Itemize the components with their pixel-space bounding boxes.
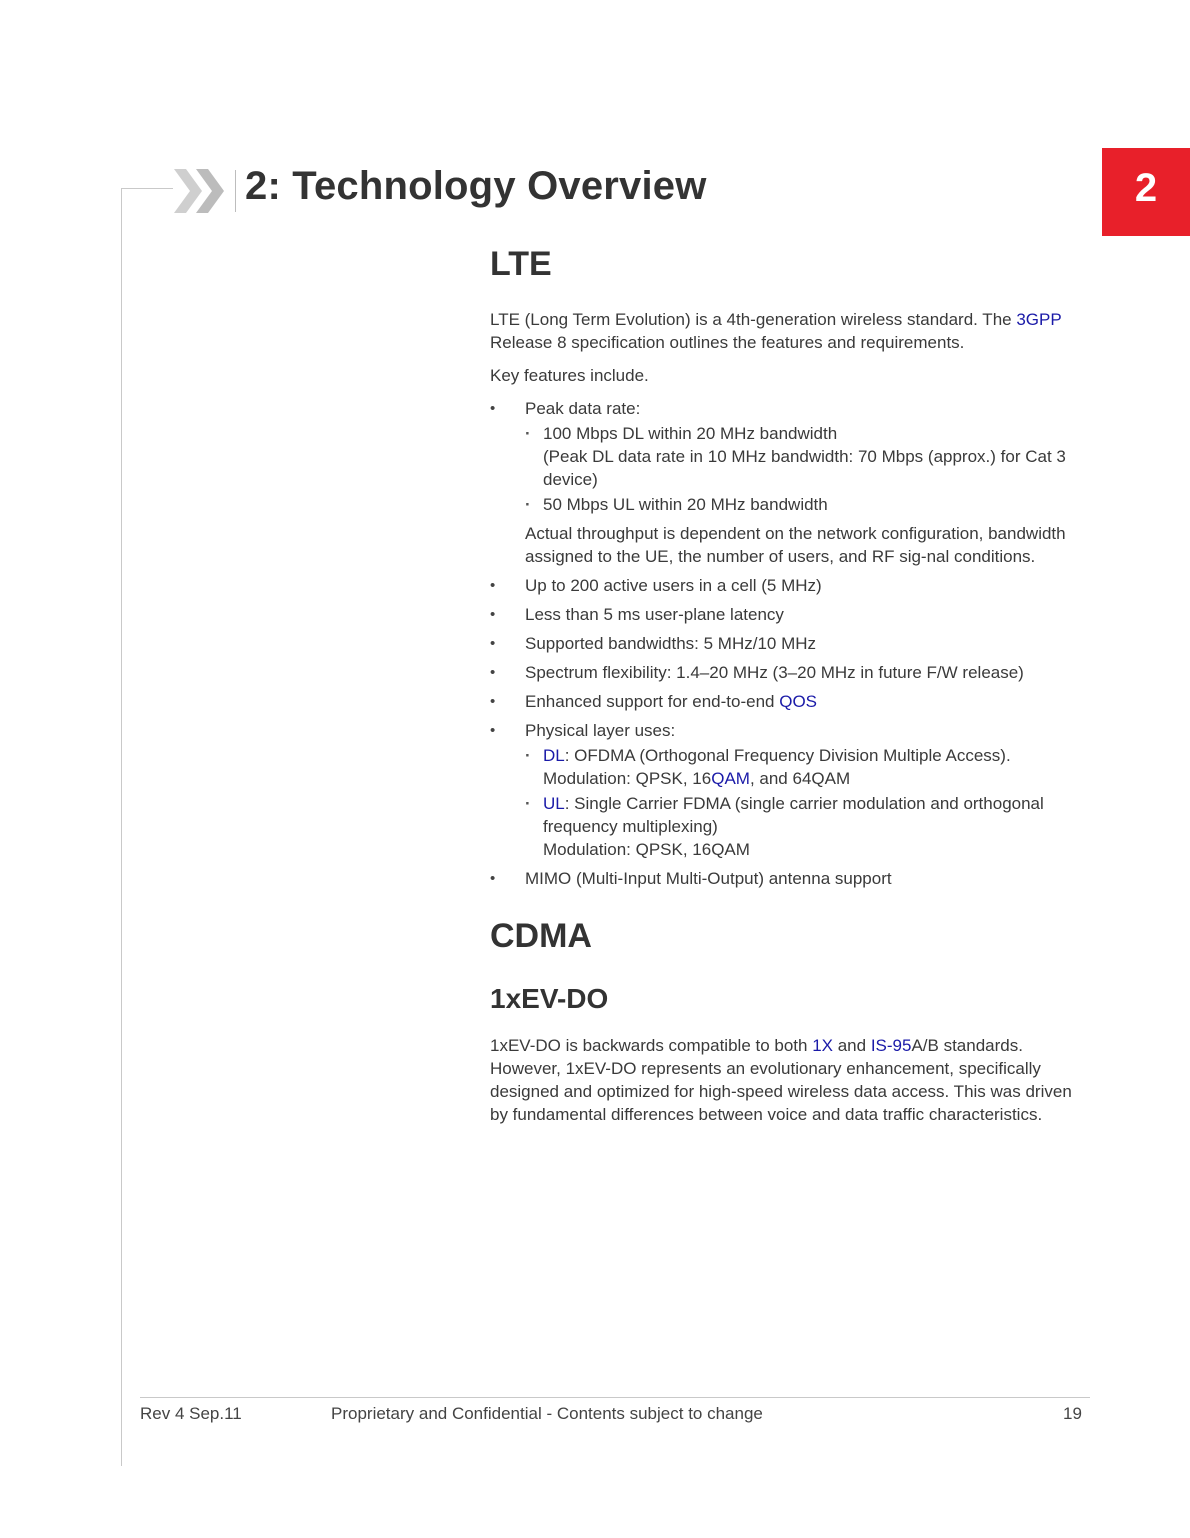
link-qos[interactable]: QOS (779, 692, 818, 711)
mimo-text: MIMO (Multi-Input Multi-Output) antenna support (525, 869, 892, 888)
bandwidths-text: Supported bandwidths: 5 MHz/10 MHz (525, 634, 817, 653)
feature-list (490, 397, 1090, 890)
list-item (525, 792, 1090, 861)
peak-dl-rate: · 100 Mbps DL within 20 MHz bandwidth (543, 424, 838, 443)
physical-layer-label: Physical layer uses: (525, 721, 676, 740)
footer-rule (140, 1397, 1090, 1398)
ul-modulation: Modulation: QPSK, 16QAM (543, 840, 750, 859)
peak-ul-rate: 50 Mbps UL within 20 MHz bandwidth (543, 495, 828, 514)
chevron-double-right-icon (172, 167, 228, 215)
dl-mod-text-rest: , and 64QAM (749, 769, 851, 788)
dl-text: : OFDMA (Orthogonal Frequency Division Multiple Access). (564, 746, 1011, 765)
link-ul[interactable]: UL (543, 794, 565, 813)
list-item (490, 719, 1090, 861)
list-item (490, 603, 1090, 626)
title-separator (235, 170, 236, 212)
key-features-label: Key features include. (490, 366, 649, 385)
ul-text: : Single Carrier FDMA (single carrier modulation and orthogonal frequency multiplexing) (543, 794, 1044, 836)
dl-modulation (543, 767, 1090, 790)
subsection-heading-1xevdo: 1xEV-DO (490, 983, 609, 1014)
section-heading-cdma: CDMA (490, 917, 592, 955)
lte-intro-text-rest: Release 8 specification outlines the features and requirements. (490, 333, 965, 352)
list-item (490, 632, 1090, 655)
peak-dl-rate-note: (Peak DL data rate in 10 MHz bandwidth: 70 Mbps (approx.) for Cat 3 device) (543, 447, 1066, 489)
frame-top-rule (121, 188, 173, 189)
page-number: 19 (1063, 1404, 1082, 1423)
list-item (525, 493, 1090, 516)
evdo-text-rest: A/B standards. However, 1xEV-DO represents an evolutionary enhancement, specifically designed and optimized for high-speed wireless data access. This was driven by fundamental differences between voice and data traffic characteristics. (490, 1036, 1072, 1124)
evdo-text: 1xEV-DO is backwards compatible to both (490, 1036, 813, 1055)
throughput-note: Actual throughput is dependent on the network configuration, bandwidth assigned to the UE, the number of users, and RF sig-nal conditions. (525, 524, 1066, 566)
dl-mod-text: Modulation: QPSK, 16 (543, 769, 712, 788)
list-item (490, 574, 1090, 597)
link-qam[interactable]: QAM (711, 769, 750, 788)
qos-text: Enhanced support for end-to-end (525, 692, 780, 711)
lte-intro (490, 308, 1090, 354)
chapter-tab: 2 (1102, 148, 1190, 236)
list-item (525, 422, 1090, 491)
link-1x[interactable]: 1X (812, 1036, 833, 1055)
list-item (490, 661, 1090, 684)
section-heading-lte: LTE (490, 245, 552, 283)
frame-left-rule (121, 188, 122, 1466)
list-item (490, 690, 1090, 713)
peak-rate-label: Peak data rate: (525, 399, 641, 418)
footer-revision: Rev 4 Sep.11 (140, 1404, 242, 1423)
list-item (525, 744, 1090, 790)
link-3gpp[interactable]: 3GPP (1016, 310, 1062, 329)
link-dl[interactable]: DL (543, 746, 565, 765)
physical-layer-sublist (525, 744, 1090, 861)
chapter-title: 2: Technology Overview (245, 164, 707, 208)
list-item (490, 397, 1090, 568)
users-text: Up to 200 active users in a cell (5 MHz) (525, 576, 822, 595)
list-item (490, 867, 1090, 890)
spectrum-text: Spectrum flexibility: 1.4–20 MHz (3–20 MHz in future F/W release) (525, 663, 1024, 682)
main-content (490, 240, 1090, 1136)
latency-text: Less than 5 ms user-plane latency (525, 605, 784, 624)
peak-rate-sublist (525, 422, 1090, 516)
footer-confidential: Proprietary and Confidential - Contents subject to change (331, 1404, 763, 1423)
evdo-text-mid: and (833, 1036, 871, 1055)
link-is-95[interactable]: IS-95 (870, 1036, 912, 1055)
evdo-paragraph (490, 1034, 1090, 1126)
lte-intro-text: LTE (Long Term Evolution) is a 4th-generation wireless standard. The (490, 310, 1017, 329)
